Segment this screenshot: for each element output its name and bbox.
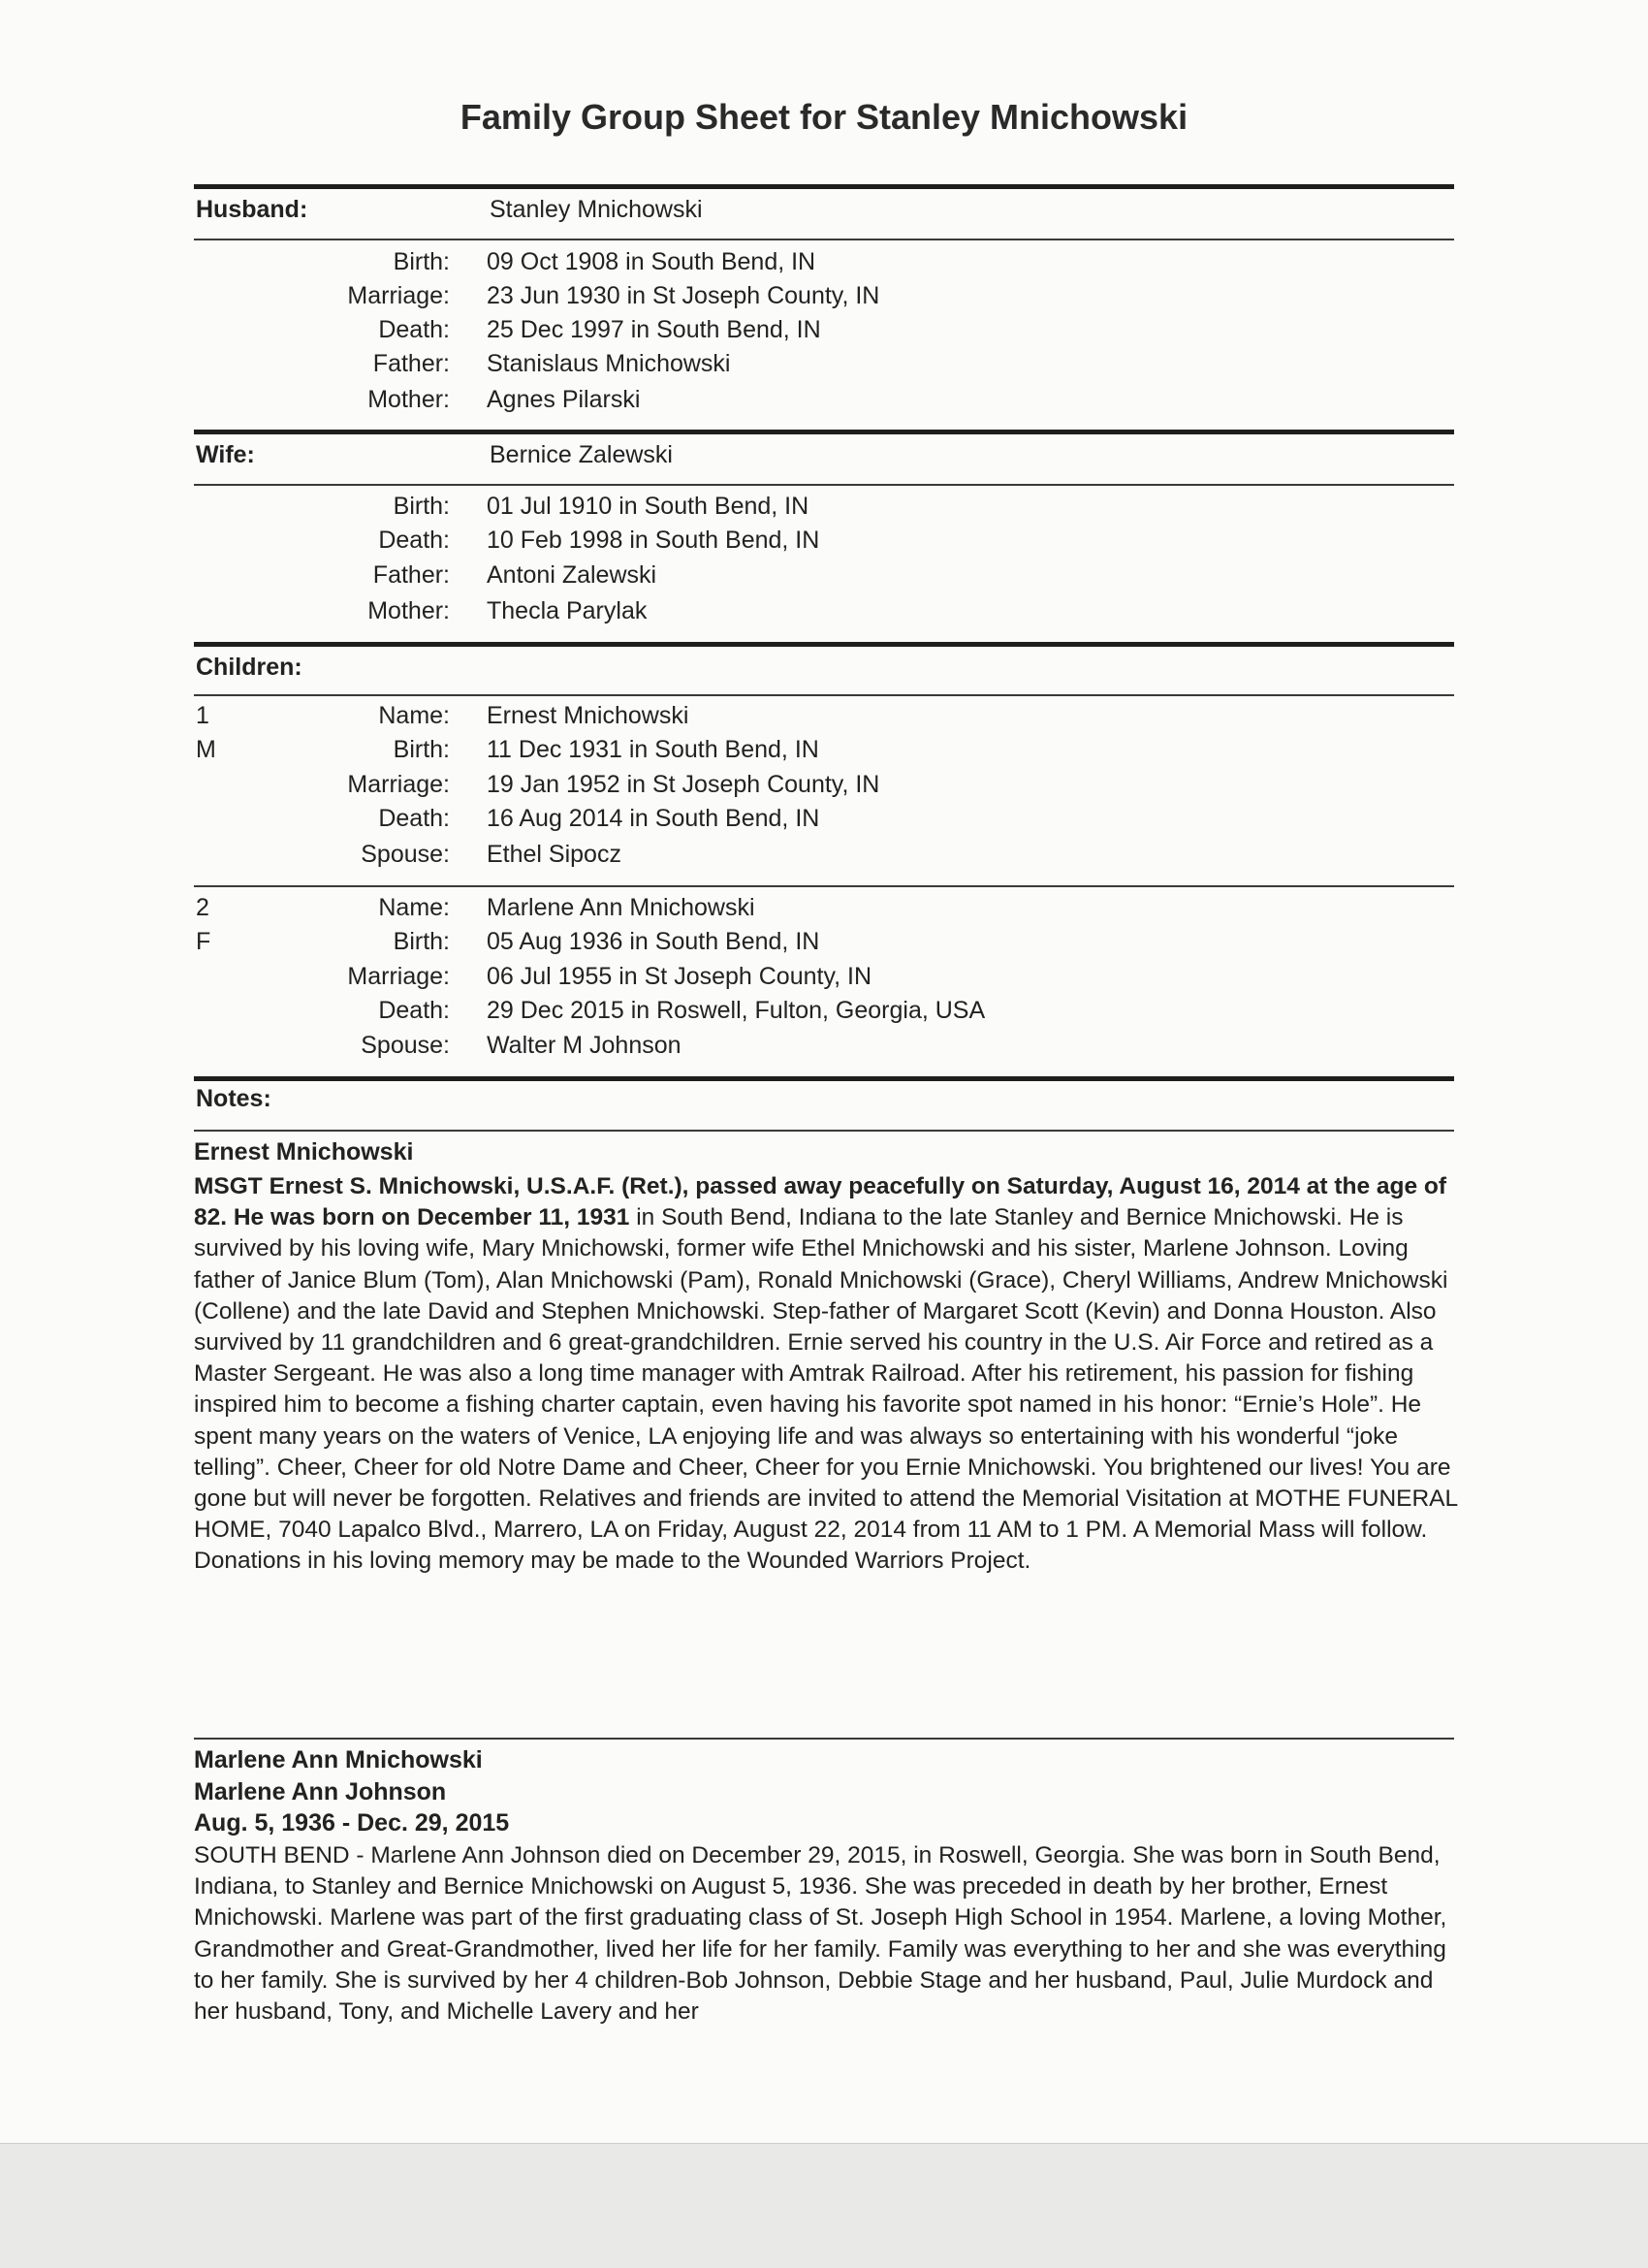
child-fact-value: 16 Aug 2014 in South Bend, IN: [487, 805, 820, 832]
husband-fact-value: Stanislaus Mnichowski: [487, 350, 731, 377]
page-title: Family Group Sheet for Stanley Mnichowski: [460, 97, 1188, 137]
child-fact-label: Death:: [378, 997, 450, 1024]
divider: [194, 1738, 1454, 1740]
husband-fact-value: 23 Jun 1930 in St Joseph County, IN: [487, 282, 880, 309]
child-fact-label: Name:: [378, 894, 450, 921]
child-sex: F: [196, 928, 211, 955]
child-fact-label: Birth:: [393, 928, 450, 955]
note-bold-intro: MSGT Ernest S. Mnichowski, U.S.A.F. (Ret.), passed away peacefully on Saturday, August 16, 2014 at the age of 82. He was born on December 11, 1931: [194, 1173, 1447, 1231]
husband-fact-label: Father:: [372, 350, 450, 377]
section-rule: [194, 430, 1454, 434]
wife-fact-value: Thecla Parylak: [487, 597, 648, 624]
child-sex: M: [196, 736, 216, 763]
child-fact-label: Spouse:: [361, 1032, 450, 1059]
child-number: 2: [196, 894, 209, 921]
husband-fact-label: Birth:: [393, 248, 450, 275]
husband-fact-label: Mother:: [367, 386, 450, 413]
child-fact-value: Ernest Mnichowski: [487, 702, 689, 729]
wife-fact-label: Father:: [372, 561, 450, 589]
child-fact-label: Birth:: [393, 736, 450, 763]
child-number: 1: [196, 702, 209, 729]
wife-fact-label: Mother:: [367, 597, 450, 624]
child-fact-value: 06 Jul 1955 in St Joseph County, IN: [487, 963, 872, 990]
wife-fact-label: Birth:: [393, 493, 450, 520]
note-heading: Ernest Mnichowski: [194, 1138, 414, 1166]
divider: [194, 1130, 1454, 1132]
child-fact-value: 05 Aug 1936 in South Bend, IN: [487, 928, 820, 955]
section-rule: [194, 1076, 1454, 1081]
obituary-name: Marlene Ann Johnson: [194, 1778, 447, 1805]
wife-fact-value: 10 Feb 1998 in South Bend, IN: [487, 527, 820, 554]
child-fact-label: Name:: [378, 702, 450, 729]
child-fact-label: Marriage:: [347, 771, 450, 798]
child-fact-value: Marlene Ann Mnichowski: [487, 894, 755, 921]
scan-margin: [0, 2143, 1648, 2268]
husband-fact-value: 09 Oct 1908 in South Bend, IN: [487, 248, 816, 275]
child-fact-label: Marriage:: [347, 963, 450, 990]
husband-fact-label: Death:: [378, 316, 450, 343]
note-text: in South Bend, Indiana to the late Stanley and Bernice Mnichowski. He is survived by his loving wife, Mary Mnichowski, former wife Ethel Mnichowski and his sister, Marlene Johnson. Loving father of Janice Blum (Tom), Alan Mnichowski (Pam), Ronald Mnichowski (Grace), Cheryl Williams, Andrew Mnichowski (Collene) and the late David and Stephen Mnichowski. Step-father of Margaret Scott (Kevin) and Donna Houston. Also survived by 11 grandchildren and 6 great-grandchildren. Ernie served his country in the U.S. Air Force and retired as a Master Sergeant. He was also a long time manager with Amtrak Railroad. After his retirement, his passion for fishing inspired him to become a fishing charter captain, even having his favorite spot named in his honor: “Ernie’s Hole”. He spent many years on the waters of Venice, LA enjoying life and was always so entertaining with his wonderful “joke telling”. Cheer, Cheer for old Notre Dame and Cheer, Cheer for you Ernie Mnichowski. You brightened our lives! You are gone but will never be forgotten. Relatives and friends are invited to attend the Memorial Visitation at MOTHE FUNERAL HOME, 7040 Lapalco Blvd., Marrero, LA on Friday, August 22, 2014 from 11 AM to 1 PM. A Memorial Mass will follow. Donations in his loving memory may be made to the Wounded Warriors Project.: [194, 1204, 1458, 1575]
note-body: [194, 1840, 1464, 2028]
wife-fact-value: Antoni Zalewski: [487, 561, 657, 589]
wife-fact-value: 01 Jul 1910 in South Bend, IN: [487, 493, 809, 520]
child-fact-label: Spouse:: [361, 841, 450, 868]
section-rule: [194, 184, 1454, 189]
husband-label: Husband:: [196, 196, 308, 223]
husband-name: Stanley Mnichowski: [490, 196, 703, 223]
notes-label: Notes:: [196, 1085, 271, 1112]
child-fact-value: 11 Dec 1931 in South Bend, IN: [487, 736, 819, 763]
child-fact-value: Walter M Johnson: [487, 1032, 681, 1059]
divider: [194, 239, 1454, 240]
divider: [194, 694, 1454, 696]
husband-fact-label: Marriage:: [347, 282, 450, 309]
wife-fact-label: Death:: [378, 527, 450, 554]
child-fact-value: Ethel Sipocz: [487, 841, 621, 868]
children-label: Children:: [196, 654, 302, 681]
divider: [194, 885, 1454, 887]
note-text: SOUTH BEND - Marlene Ann Johnson died on December 29, 2015, in Roswell, Georgia. She was born in South Bend, Indiana, to Stanley and Bernice Mnichowski on August 5, 1936. She was preceded in death by her brother, Ernest Mnichowski. Marlene was part of the first graduating class of St. Joseph High School in 1954. Marlene, a loving Mother, Grandmother and Great-Grandmother, lived her life for her family. Family was everything to her and she was everything to her family. She is survived by her 4 children-Bob Johnson, Debbie Stage and her husband, Paul, Julie Murdock and her husband, Tony, and Michelle Lavery and her: [194, 1842, 1447, 2026]
child-fact-value: 19 Jan 1952 in St Joseph County, IN: [487, 771, 880, 798]
wife-name: Bernice Zalewski: [490, 441, 673, 468]
obituary-dates: Aug. 5, 1936 - Dec. 29, 2015: [194, 1809, 510, 1837]
child-fact-value: 29 Dec 2015 in Roswell, Fulton, Georgia, USA: [487, 997, 986, 1024]
note-body: [194, 1171, 1464, 1578]
husband-fact-value: 25 Dec 1997 in South Bend, IN: [487, 316, 821, 343]
note-heading: Marlene Ann Mnichowski: [194, 1746, 483, 1773]
husband-fact-value: Agnes Pilarski: [487, 386, 641, 413]
section-rule: [194, 642, 1454, 647]
child-fact-label: Death:: [378, 805, 450, 832]
divider: [194, 484, 1454, 486]
wife-label: Wife:: [196, 441, 255, 468]
